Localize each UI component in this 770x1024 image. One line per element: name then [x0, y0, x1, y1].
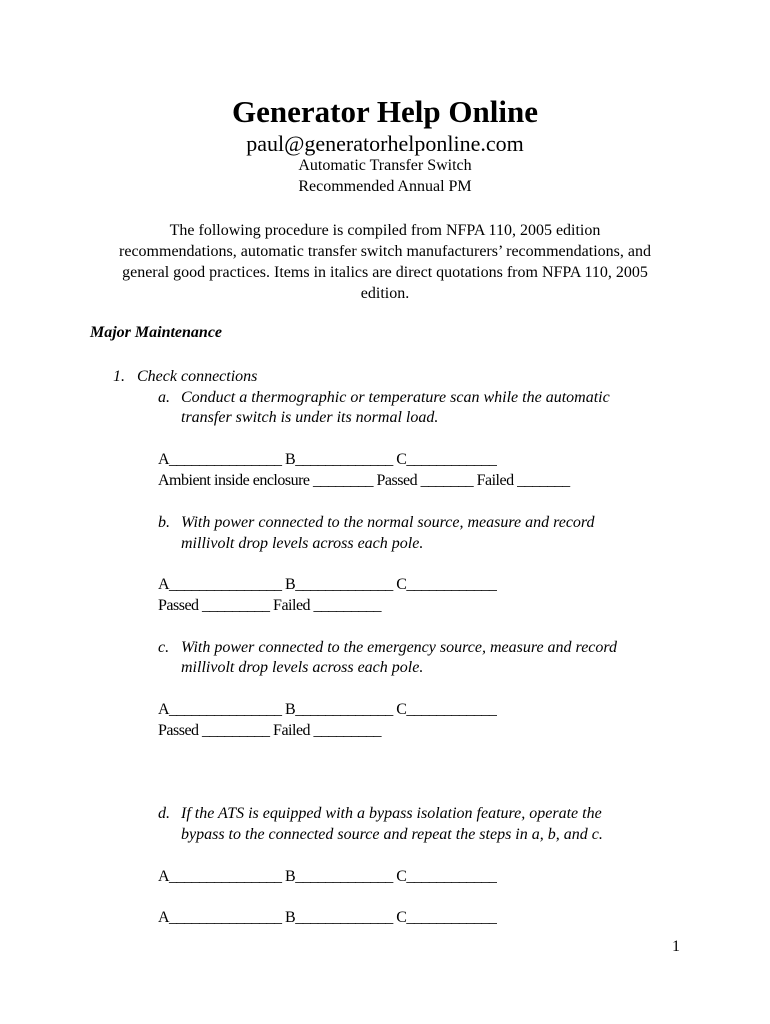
substep-text: millivolt drop levels across each pole.	[181, 535, 424, 552]
page-number: 1	[672, 938, 680, 955]
substep-letter: a.	[158, 389, 170, 406]
results-entry-line: Passed _________ Failed _________	[158, 722, 382, 739]
results-entry-line: Ambient inside enclosure ________ Passed _______ Failed _______	[158, 472, 570, 489]
document-title: Generator Help Online	[232, 94, 538, 129]
intro-line: edition.	[360, 285, 410, 302]
substep-letter: d.	[158, 805, 170, 822]
substep-text: Conduct a thermographic or temperature scan while the automatic	[181, 389, 610, 406]
abc-entry-line: A_______________ B_____________ C____________	[158, 576, 497, 593]
abc-entry-line: A_______________ B_____________ C____________	[158, 451, 497, 468]
substep-text: With power connected to the normal source, measure and record	[181, 514, 595, 531]
substep-text: If the ATS is equipped with a bypass isolation feature, operate the	[181, 805, 602, 822]
intro-line: recommendations, automatic transfer switch manufacturers’ recommendations, and	[119, 243, 651, 260]
document-subtitle: Automatic Transfer Switch	[298, 157, 472, 174]
intro-paragraph	[80, 220, 690, 304]
substep-letter: c.	[158, 639, 170, 656]
substep-text: millivolt drop levels across each pole.	[181, 659, 424, 676]
section-heading: Major Maintenance	[90, 324, 223, 341]
abc-entry-line: A_______________ B_____________ C____________	[158, 909, 497, 926]
intro-line: general good practices. Items in italics are direct quotations from NFPA 110, 2005	[122, 264, 648, 281]
substep-text: transfer switch is under its normal load.	[181, 409, 439, 426]
abc-entry-line: A_______________ B_____________ C____________	[158, 868, 497, 885]
contact-email: paul@generatorhelponline.com	[246, 131, 524, 156]
step-text: Check connections	[137, 368, 258, 385]
document-subtitle-2: Recommended Annual PM	[298, 178, 472, 195]
substep-letter: b.	[158, 514, 170, 531]
substep-text: With power connected to the emergency source, measure and record	[181, 639, 618, 656]
abc-entry-line: A_______________ B_____________ C____________	[158, 701, 497, 718]
results-entry-line: Passed _________ Failed _________	[158, 597, 382, 614]
substep-text: bypass to the connected source and repeat the steps in a, b, and c.	[181, 826, 603, 843]
step-number: 1.	[113, 368, 125, 385]
intro-line: The following procedure is compiled from NFPA 110, 2005 edition	[169, 222, 601, 239]
